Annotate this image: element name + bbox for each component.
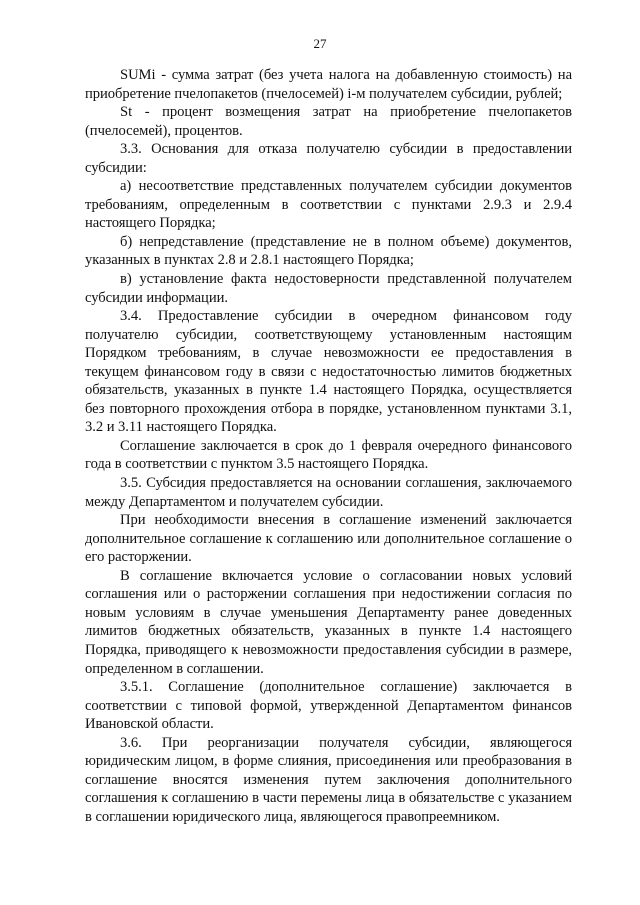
paragraph-3-6: 3.6. При реорганизации получателя субсидии, являющегося юридическим лицом, в форме слияния, присоединения или преобразования в соглашение вносятся изменения путем заключения дополнительного соглашения к соглашению в части перемены лица в обязательстве с указанием в соглашении юридического лица, являющегося правопреемником. bbox=[85, 734, 572, 825]
paragraph-additional-agreement: При необходимости внесения в соглашение изменений заключается дополнительное соглашение к соглашению или дополнительное соглашение о его расторжении. bbox=[85, 512, 572, 566]
page-number: 27 bbox=[313, 36, 327, 51]
paragraph-3-4: 3.4. Предоставление субсидии в очередном финансовом году получателю субсидии, соответствующему установленным настоящим Порядком требованиям, в случае невозможности ее предоставления в текущем финансовом году в связи с недостаточностью лимитов бюджетных обязательств, указанных в пункте 1.4 настоящего Порядка, осуществляется без повторного прохождения отбора в порядке, установленном пунктами 3.1, 3.2 и 3.11 настоящего Порядка. bbox=[85, 308, 572, 436]
document-body bbox=[85, 66, 572, 826]
paragraph-3-3: 3.3. Основания для отказа получателю субсидии в предоставлении субсидии: bbox=[85, 141, 572, 176]
paragraph-agreement-conditions: В соглашение включается условие о согласовании новых условий соглашения или о расторжении соглашения при недостижении согласия по новым условиям в случае уменьшения Департаменту ранее доведенных лимитов бюджетных обязательств, указанных в пункте 1.4 настоящего Порядка, приводящего к невозможности предоставления субсидии в размере, определенном в соглашении. bbox=[85, 567, 572, 677]
paragraph-3-3-b: б) непредставление (представление не в полном объеме) документов, указанных в пунктах 2.8 и 2.8.1 настоящего Порядка; bbox=[85, 233, 572, 269]
paragraph-3-3-v: в) установление факта недостоверности представленной получателем субсидии информации. bbox=[85, 271, 572, 306]
paragraph-agreement-deadline: Соглашение заключается в срок до 1 февраля очередного финансового года в соответствии с пунктом 3.5 настоящего Порядка. bbox=[85, 437, 572, 473]
paragraph-st-definition: St - процент возмещения затрат на приобретение пчелопакетов (пчелосемей), процентов. bbox=[85, 104, 572, 139]
paragraph-3-5-1: 3.5.1. Соглашение (дополнительное соглашение) заключается в соответствии с типовой формой, утвержденной Департаментом финансов Ивановской области. bbox=[85, 679, 572, 733]
paragraph-3-5: 3.5. Субсидия предоставляется на основании соглашения, заключаемого между Департаментом и получателем субсидии. bbox=[85, 475, 572, 510]
paragraph-3-3-a: а) несоответствие представленных получателем субсидии документов требованиям, определенным в соответствии с пунктами 2.9.3 и 2.9.4 настоящего Порядка; bbox=[85, 178, 572, 232]
paragraph-sumi-definition: SUMi - сумма затрат (без учета налога на добавленную стоимость) на приобретение пчелопакетов (пчелосемей) i-м получателем субсидии, рублей; bbox=[85, 67, 572, 102]
